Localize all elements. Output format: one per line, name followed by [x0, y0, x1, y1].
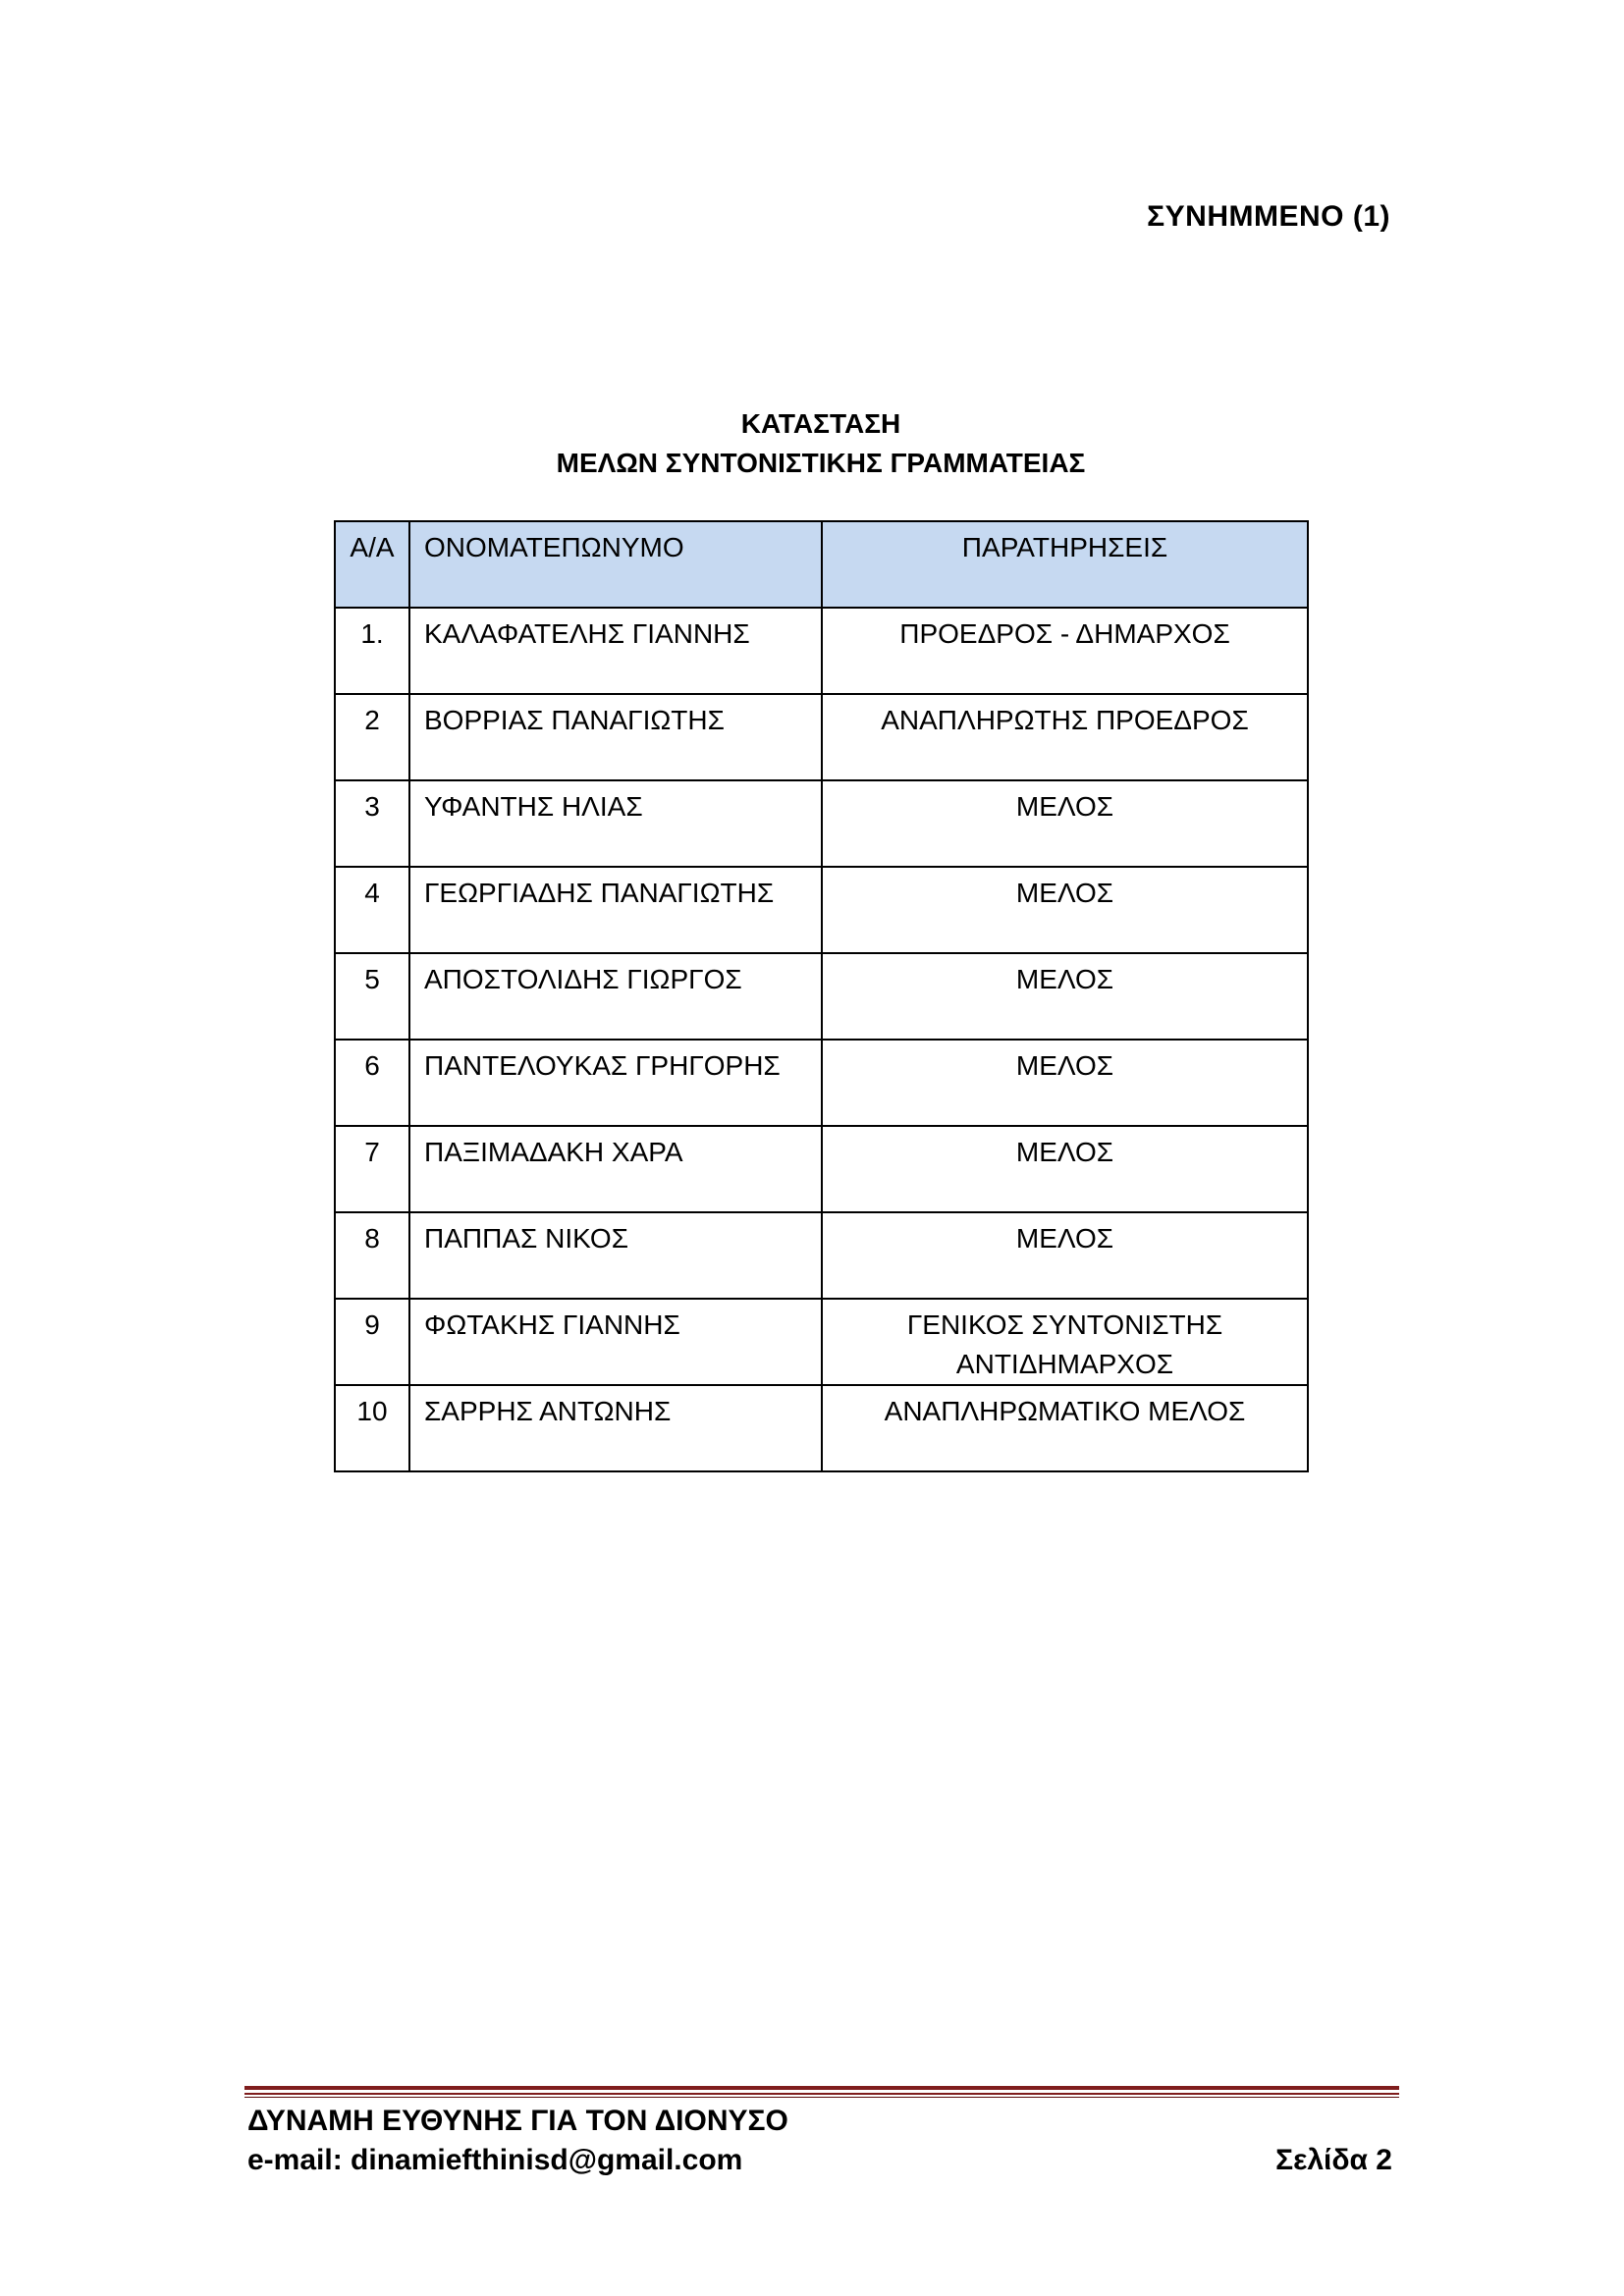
member-name: ΠΑΞΙΜΑΔΑΚΗ ΧΑΡΑ	[409, 1126, 822, 1212]
table-row	[335, 953, 1308, 1040]
member-role: ΜΕΛΟΣ	[822, 1212, 1308, 1299]
table-row	[335, 1126, 1308, 1212]
member-name: ΒΟΡΡΙΑΣ ΠΑΝΑΓΙΩΤΗΣ	[409, 694, 822, 780]
member-role	[822, 1299, 1308, 1385]
row-number: 10	[335, 1385, 409, 1471]
member-name: ΦΩΤΑΚΗΣ ΓΙΑΝΝΗΣ	[409, 1299, 822, 1385]
footer-rule-thin	[244, 2097, 1399, 2098]
footer-organization: ΔΥΝΑΜΗ ΕΥΘΥΝΗΣ ΓΙΑ ΤΟΝ ΔΙΟΝΥΣΟ	[247, 2105, 788, 2137]
footer-rule-thick	[244, 2086, 1399, 2090]
member-name: ΑΠΟΣΤΟΛΙΔΗΣ ΓΙΩΡΓΟΣ	[409, 953, 822, 1040]
row-number: 8	[335, 1212, 409, 1299]
member-role-line-2: ΑΝΤΙΔΗΜΑΡΧΟΣ	[955, 1349, 1174, 1379]
footer-page-number: Σελίδα 2	[1275, 2144, 1392, 2176]
footer-email: e-mail: dinamiefthinisd@gmail.com	[247, 2144, 743, 2176]
table-row	[335, 780, 1308, 867]
member-role-line-1: ΓΕΝΙΚΟΣ ΣΥΝΤΟΝΙΣΤΗΣ	[906, 1309, 1223, 1340]
member-name: ΓΕΩΡΓΙΑΔΗΣ ΠΑΝΑΓΙΩΤΗΣ	[409, 867, 822, 953]
member-role: ΑΝΑΠΛΗΡΩΤΗΣ ΠΡΟΕΔΡΟΣ	[822, 694, 1308, 780]
row-number: 2	[335, 694, 409, 780]
row-number: 3	[335, 780, 409, 867]
member-role: ΜΕΛΟΣ	[822, 780, 1308, 867]
member-name: ΠΑΝΤΕΛΟΥΚΑΣ ΓΡΗΓΟΡΗΣ	[409, 1040, 822, 1126]
attachment-label: ΣΥΝΗΜΜΕΝΟ (1)	[1147, 200, 1390, 233]
member-role: ΑΝΑΠΛΗΡΩΜΑΤΙΚΟ ΜΕΛΟΣ	[822, 1385, 1308, 1471]
table-row	[335, 1040, 1308, 1126]
member-role: ΠΡΟΕΔΡΟΣ - ΔΗΜΑΡΧΟΣ	[822, 608, 1308, 694]
member-name: ΥΦΑΝΤΗΣ ΗΛΙΑΣ	[409, 780, 822, 867]
row-number: 9	[335, 1299, 409, 1385]
members-table	[334, 520, 1309, 1472]
header-notes: ΠΑΡΑΤΗΡΗΣΕΙΣ	[822, 521, 1308, 608]
row-number: 7	[335, 1126, 409, 1212]
title-line-2: ΜΕΛΩΝ ΣΥΝΤΟΝΙΣΤΙΚΗΣ ΓΡΑΜΜΑΤΕΙΑΣ	[556, 448, 1086, 478]
table-row	[335, 1385, 1308, 1471]
table-row	[335, 1299, 1308, 1385]
row-number: 1.	[335, 608, 409, 694]
member-name: ΣΑΡΡΗΣ ΑΝΤΩΝΗΣ	[409, 1385, 822, 1471]
member-name: ΠΑΠΠΑΣ ΝΙΚΟΣ	[409, 1212, 822, 1299]
table-row	[335, 608, 1308, 694]
footer-rule-middle	[244, 2093, 1399, 2095]
table-header-row	[335, 521, 1308, 608]
member-name: ΚΑΛΑΦΑΤΕΛΗΣ ΓΙΑΝΝΗΣ	[409, 608, 822, 694]
member-role: ΜΕΛΟΣ	[822, 953, 1308, 1040]
row-number: 6	[335, 1040, 409, 1126]
table-row	[335, 694, 1308, 780]
title-line-1: ΚΑΤΑΣΤΑΣΗ	[740, 408, 901, 439]
member-role: ΜΕΛΟΣ	[822, 1040, 1308, 1126]
row-number: 5	[335, 953, 409, 1040]
row-number: 4	[335, 867, 409, 953]
document-title	[0, 404, 1624, 483]
member-role: ΜΕΛΟΣ	[822, 867, 1308, 953]
member-role: ΜΕΛΟΣ	[822, 1126, 1308, 1212]
header-aa: Α/Α	[335, 521, 409, 608]
header-name: ΟΝΟΜΑΤΕΠΩΝΥΜΟ	[409, 521, 822, 608]
table-row	[335, 867, 1308, 953]
table-row	[335, 1212, 1308, 1299]
